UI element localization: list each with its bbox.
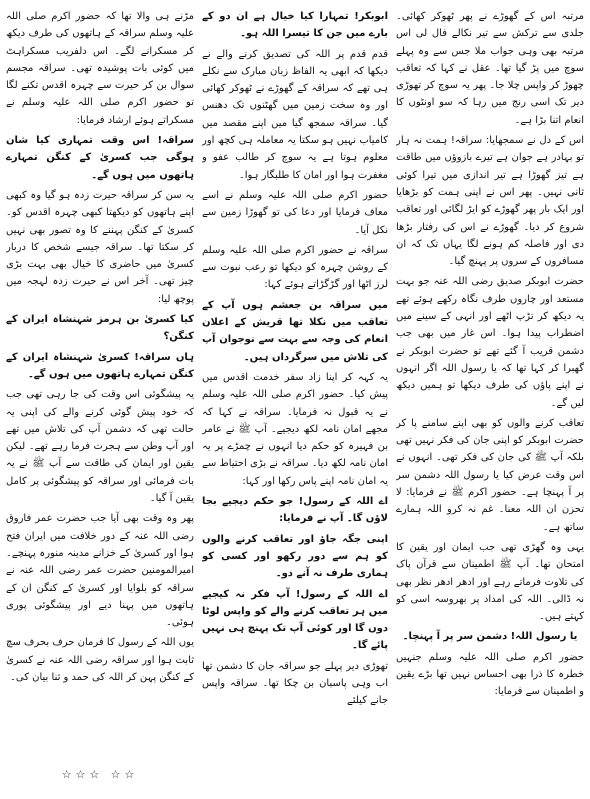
paragraph: یہ سن کر سراقہ حیرت زدہ ہو گیا وہ کبھی اپنے ہاتھوں کو دیکھتا کبھی چہرہ اقدس کو۔ کسریٰ کے کنگن پہننے کا وہ تصور بھی نہیں کر سکتا تھا۔ سراقہ جیسے شخص کا دربار کسریٰ میں حاضری کا خیال بھی بہت بڑی چیز تھی۔ آخر اس نے حیرت زدہ لہجہ میں پوچھ لیا: xyxy=(6,189,194,305)
text-column-left xyxy=(6,8,194,792)
quoted-line: ہاں سراقہ! کسریٰ شہنشاہ ایران کے کنگن تمہارے ہاتھوں میں ہوں گے۔ xyxy=(6,351,194,380)
paragraph: یہ کہہ کر اپنا زاد سفر خدمت اقدس میں پیش کیا۔ حضور اکرم صلی اللہ علیہ وسلم نے یہ قبول نہ فرمایا۔ سراقہ نے کہا کہ مجھے امان نامہ لکھ دیجیے۔ آپ ﷺ نے عامر بن فہیرہ کو حکم دیا انہوں نے چمڑے پر یہ امان نامہ لکھ دیا۔ سراقہ نے بڑی احتیاط سے یہ امان نامہ اپنے پاس رکھا اور کہا: xyxy=(202,371,388,487)
quoted-line: کیا کسریٰ بن ہرمز شہنشاہ ایران کے کنگن؟ xyxy=(6,314,194,343)
quoted-line: یا رسول اللہ! دشمن سر پر آ پہنچا۔ xyxy=(402,631,578,643)
paragraph: سراقہ نے حضور اکرم صلی اللہ علیہ وسلم کے روشن چہرہ کو دیکھا تو رعب نبوت سے لرز اٹھا اور گڑگڑاتے ہوئے کہا: xyxy=(202,244,388,291)
quoted-line: میں سراقہ بن جعشم ہوں آپ کے تعاقب میں نکلا تھا قریش کے اعلان انعام کی وجہ سے بہت سے نوجوان آپ کی تلاش میں سرگرداں ہیں۔ xyxy=(202,299,388,363)
paragraph: اس کے دل نے سمجھایا: سراقہ! ہمت نہ ہار تو بہادر ہے جوان ہے تیرے بازوؤں میں طاقت ہے تیز گھوڑا ہے تیر اندازی میں تیرا کوئی ثانی نہیں۔ پھر اس نے اپنی ہمت کو بڑھایا اور ایک بار پھر گھوڑے کو ایڑ لگائی اور تعاقب شروع کر دیا۔ گھوڑے نے اس کی رفتار بڑھا دی اور فاصلہ کم ہونے لگا یہاں تک کہ ان مسافروں کے سروں پر پہنچ گیا۔ xyxy=(396,135,584,268)
paragraph: حضور اکرم صلی اللہ علیہ وسلم نے اسے معاف فرمایا اور دعا کی تو گھوڑا زمین سے نکل آیا۔ xyxy=(202,189,388,236)
paragraph: تھوڑی دیر پہلے جو سراقہ جان کا دشمن تھا اب وہی پاسبان بن چکا تھا۔ سراقہ واپس جانے کیلئے xyxy=(202,660,388,707)
text-column-middle xyxy=(202,8,388,792)
paragraph: قدم قدم پر اللہ کی تصدیق کرنے والے نے دیکھا کہ ابھی یہ الفاظ زبان مبارک سے نکلے ہی تھے کہ سراقہ کے گھوڑے نے ٹھوکر کھائی اور وہ سخت زمین میں گھٹنوں تک دھنس گیا۔ سراقہ سمجھ گیا میں اپنے مقصد میں کامیاب نہیں ہو سکتا یہ معاملہ ہی کچھ اور معلوم ہوتا ہے یہ سوچ کر طالب عفو و مغفرت ہوا اور امان کا طلبگار ہوا۔ xyxy=(202,48,388,181)
paragraph: یہ پیشگوئی اس وقت کی جا رہی تھی جب کہ خود پیش گوئی کرنے والے کی اپنی یہ حالت تھی کہ دشمن آپ کی تلاش میں تھے اور آپ وطن سے ہجرت فرما رہے تھے۔ لیکن یقین اور ایمان کی طاقت سے آپ ﷺ نے یہ بات فرمائی اور سراقہ کو پیشگوئی پر کامل یقین آ گیا۔ xyxy=(6,389,194,505)
paragraph: حضور اکرم صلی اللہ علیہ وسلم جنہیں خطرہ کا ذرا بھی احساس نہیں تھا بڑے یقین و اطمینان سے فرمایا: xyxy=(396,651,584,698)
paragraph: مرتبہ اس کے گھوڑے نے پھر ٹھوکر کھائی۔ جلدی سے ترکش سے تیر نکالے فال لی اس مرتبہ بھی وہی جواب ملا جس سے وہ پہلے سوچ میں پڑ گیا تھا۔ عقل نے کہا کہ تعاقب چھوڑ کر واپس چلا جا۔ پھر یہ سوچ کر تھوڑی دیر تک اسی رنج میں رہا کہ سو اونٹوں کا انعام اتنا بڑا ہے۔ xyxy=(396,11,584,126)
paragraph: مڑنے ہی والا تھا کہ حضور اکرم صلی اللہ علیہ وسلم سراقہ کے ہاتھوں کی طرف دیکھ کر مسکرانے لگے۔ اس دلفریب مسکراہٹ میں کوئی بات پوشیدہ تھی۔ سراقہ مجسم سوال بن کر حیرت سے چہرہ اقدس تکنے لگا تو حضور اکرم صلی اللہ علیہ وسلم نے مسکراتے ہوئے ارشاد فرمایا: xyxy=(6,11,194,126)
text-column-right xyxy=(396,8,584,792)
end-ornament-stars: ☆☆☆ ☆☆ xyxy=(61,768,139,781)
quoted-line: ابوبکر! تمہارا کیا خیال ہے ان دو کے بارے میں جن کا تیسرا اللہ ہو۔ xyxy=(202,11,388,40)
quoted-line: سراقہ! اس وقت تمہاری کیا شان ہوگی جب کسریٰ کے کنگن تمہارے ہاتھوں میں ہوں گے۔ xyxy=(6,135,194,181)
quoted-line: اپنی جگہ جاؤ اور تعاقب کرنے والوں کو ہم سے دور رکھو اور کسی کو ہماری طرف نہ آنے دو۔ xyxy=(202,533,388,580)
paragraph: یوں اللہ کے رسول کا فرمان حرف بحرف سچ ثابت ہوا اور سراقہ رضی اللہ عنہ نے کسریٰ کے کنگن پہن کر اللہ کی حمد و ثنا بیان کی۔ xyxy=(6,637,194,683)
quoted-line: اے اللہ کے رسول! آپ فکر نہ کیجیے میں ہر تعاقب کرنے والے کو واپس لوٹا دوں گا اور کوئی آپ تک پہنچ ہی نہیں پائے گا۔ xyxy=(202,588,388,652)
paragraph: تعاقب کرنے والوں کو بھی اپنے سامنے پا کر حضرت ابوبکر کو اپنی جان کی فکر نہیں تھی بلکہ آپ ﷺ کی جان کی فکر تھی۔ انہوں نے اس وقت عرض کیا یا رسول اللہ دشمن سر پر آ پہنچا ہے۔ حضور اکرم ﷺ نے فرمایا: لا تحزن ان اللہ معنا۔ غم نہ کرو اللہ ہمارے ساتھ ہے۔ xyxy=(396,417,584,533)
paragraph: پھر وہ وقت بھی آیا جب حضرت عمر فاروق رضی اللہ عنہ کے دور خلافت میں ایران فتح ہوا اور کسریٰ کے خزانے مدینہ منورہ پہنچے۔ امیرالمومنین حضرت عمر رضی اللہ عنہ نے سراقہ کو بلوایا اور کسریٰ کے کنگن ان کے ہاتھوں میں پہنا دیے اور پیشگوئی پوری ہوئی۔ xyxy=(6,513,194,629)
paragraph: یہی وہ گھڑی تھی جب ایمان اور یقین کا امتحان تھا۔ آپ ﷺ اطمینان سے قرآن پاک کی تلاوت فرماتے رہے اور ادھر ادھر نظر بھی نہ ڈالی۔ اللہ کی امداد پر بھروسہ اسی کو کہتے ہیں۔ xyxy=(396,541,584,623)
paragraph: حضرت ابوبکر صدیق رضی اللہ عنہ جو بہت مستعد اور چاروں طرف نگاہ رکھے ہوئے تھے یہ دیکھ کر تڑپ اٹھے اور انہی کے سینے میں اضطراب پیدا ہوا۔ اس غار میں بھی جب دشمن قریب آ گئے تھے تو حضرت ابوبکر نے گھبرا کر کہا تھا کہ یا رسول اللہ اگر انہوں نے اپنے پاؤں کی طرف دیکھا تو ہمیں دیکھ لیں گے۔ xyxy=(396,276,584,409)
quoted-line: اے اللہ کے رسول! جو حکم دیجیے بجا لاؤں گا۔ آپ نے فرمایا: xyxy=(202,496,388,525)
